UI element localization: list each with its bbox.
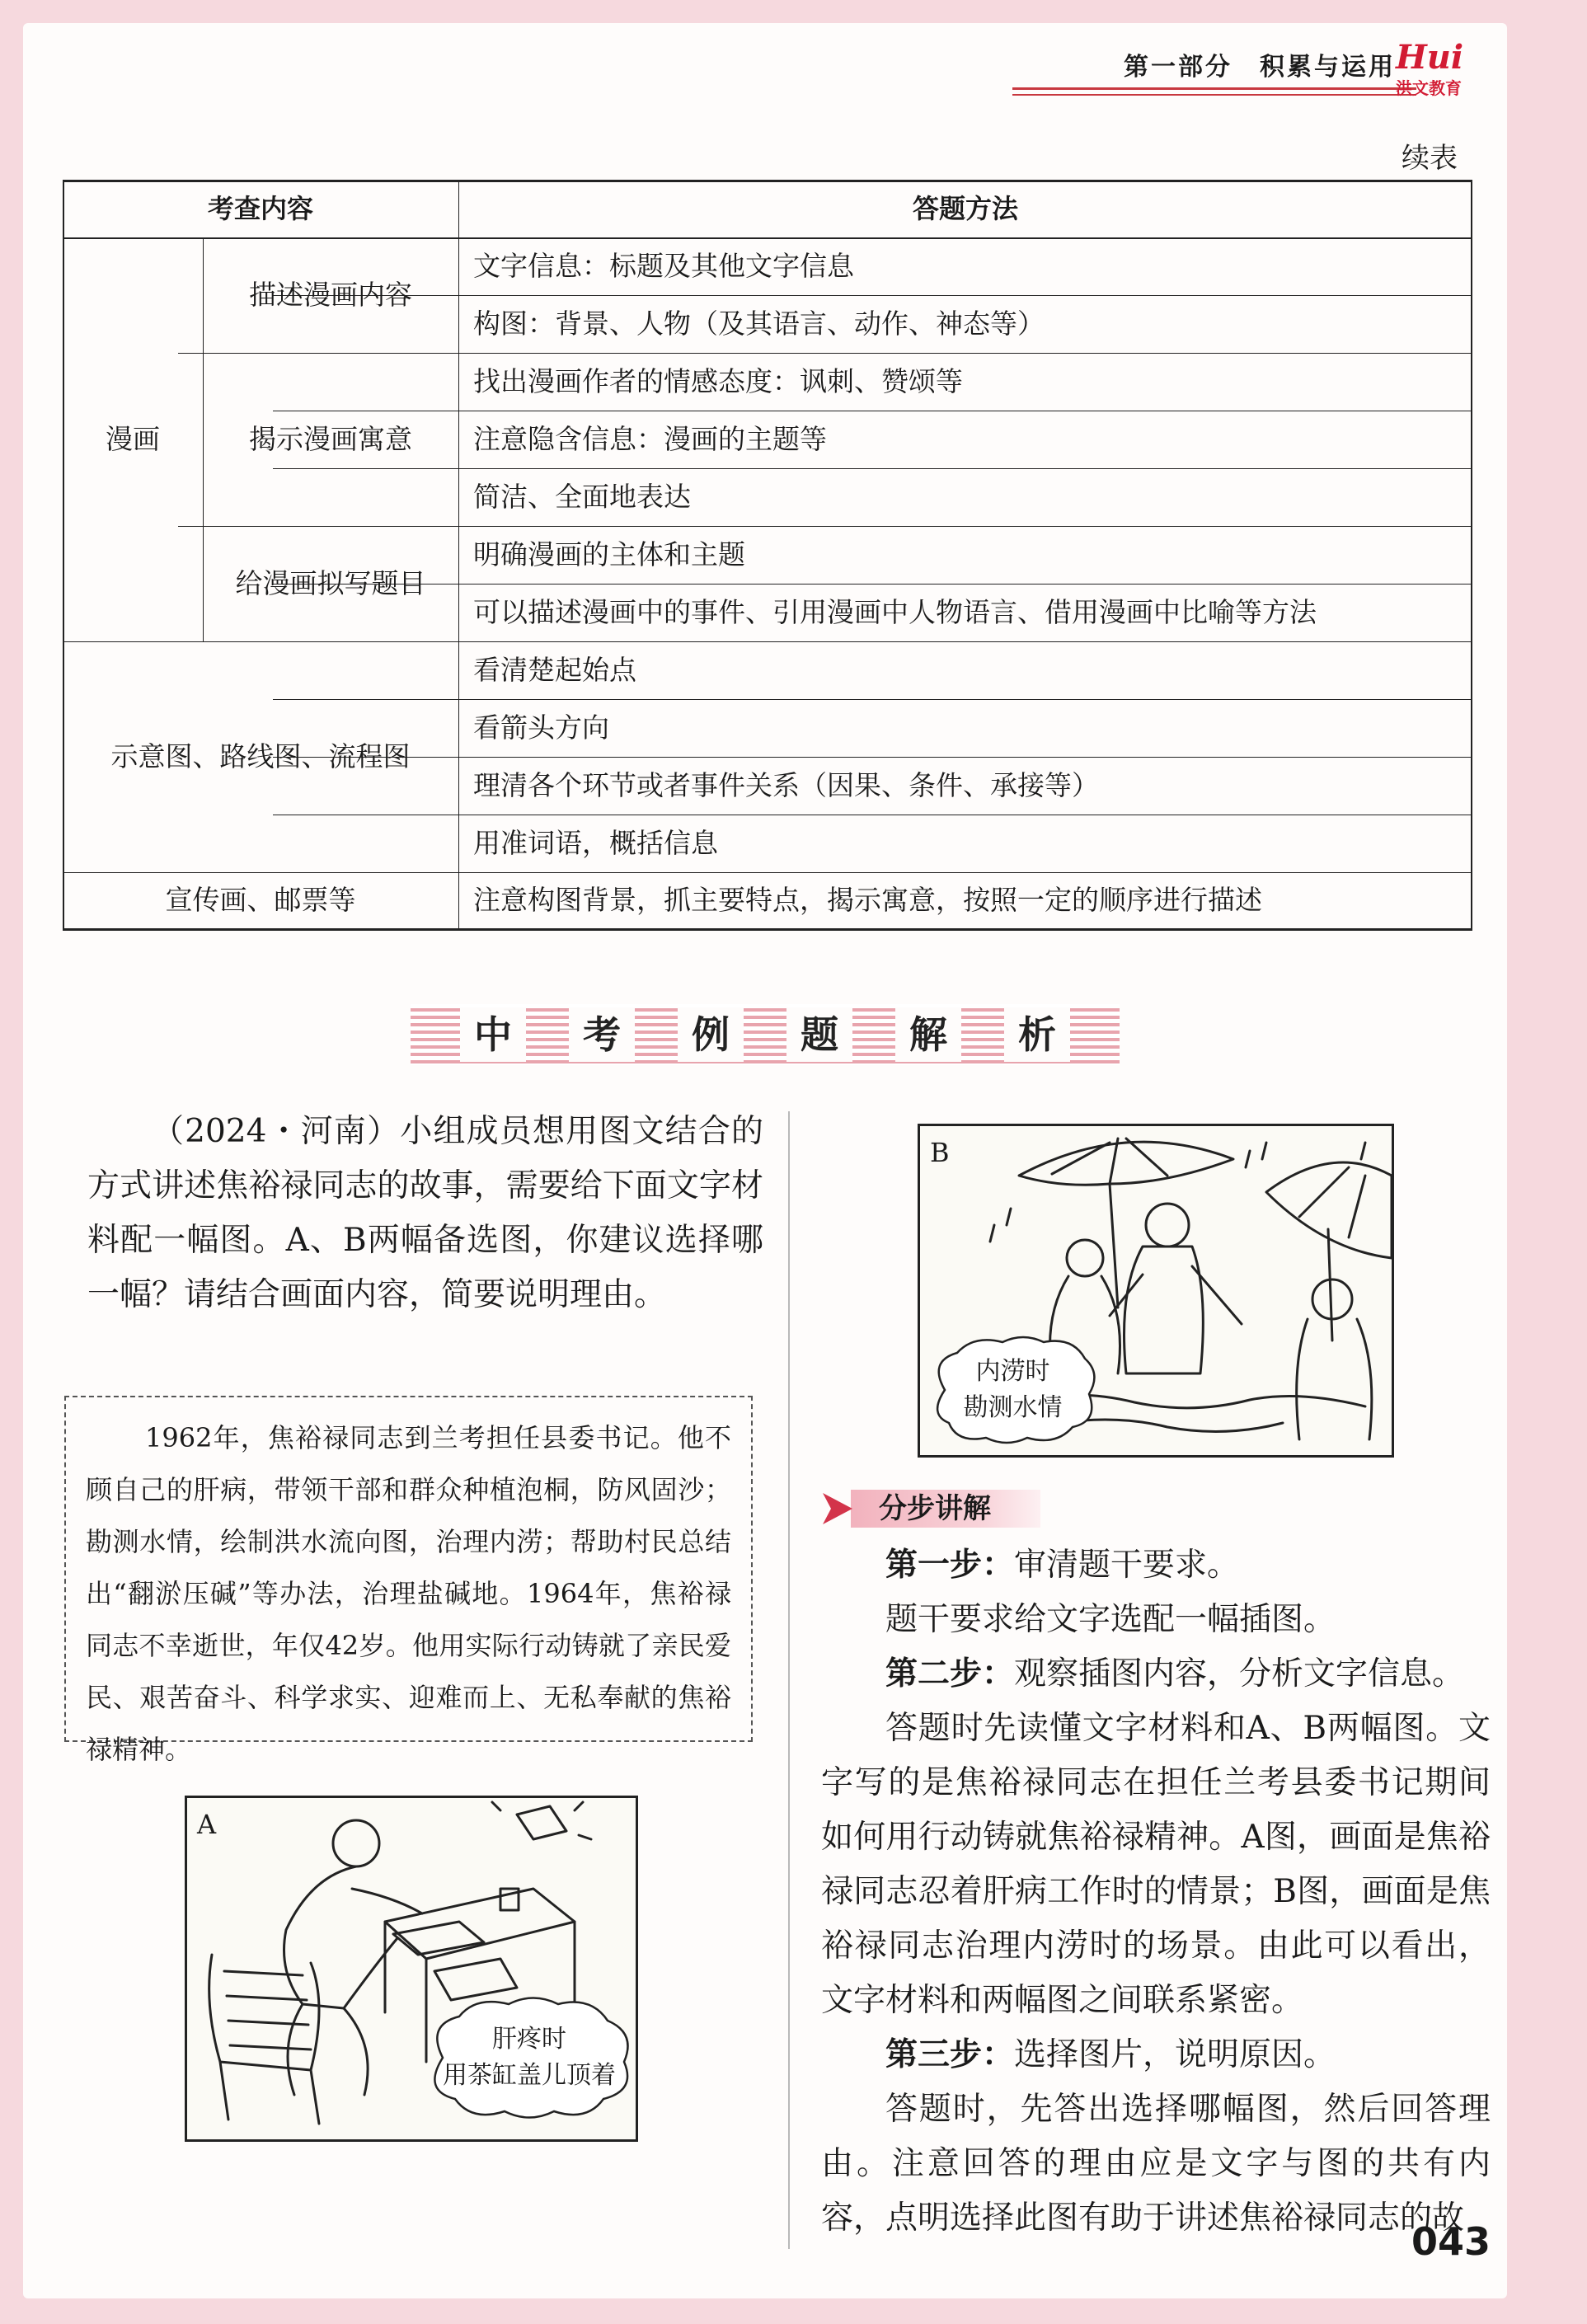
step-text: 审清题干要求。: [1014, 1547, 1240, 1584]
title-char: 解: [895, 1007, 961, 1062]
col-header-method: 答题方法: [912, 192, 1018, 224]
story-text: 1962年，焦裕禄同志到兰考担任县委书记。他不顾自己的肝病，带领干部和群众种植泡桐，防风固沙；勘测水情，绘制洪水流向图，治理内涝；帮助村民总结出“翻淤压碱”等办法，治理盐碱地。1964年，焦裕禄同志不幸逝世，年仅42岁。他用实际行动铸就了亲民爱民、艰苦奋斗、科学求实、迎难而上、无私奉献的焦裕禄精神。: [86, 1422, 731, 1765]
logo-mark: Hui: [1396, 38, 1464, 77]
step-label: 第一步：: [885, 1547, 1015, 1584]
question-text: （2024・河南）小组成员想用图文结合的方式讲述焦裕禄同志的故事，需要给下面文字材料配一幅图。A、B两幅备选图，你建议选择哪一幅？请结合画面内容，简要说明理由。: [87, 1113, 763, 1313]
steps-header: [821, 1486, 1068, 1531]
publisher-logo: [1396, 40, 1486, 106]
logo-brand: 洪文教育: [1396, 78, 1462, 98]
step-text: 观察插图内容，分析文字信息。: [1014, 1655, 1465, 1693]
sub-describe-comic: 描述漫画内容: [249, 279, 412, 312]
step-1: [821, 1538, 1491, 1593]
step-text: 选择图片，说明原因。: [1014, 2036, 1336, 2073]
figure-letter: A: [197, 1809, 217, 1840]
step-label: 第二步：: [885, 1655, 1015, 1693]
page-number: 043: [1411, 2219, 1491, 2264]
caption-bubble-a: [418, 1992, 638, 2124]
col-header-content: 考查内容: [207, 192, 313, 224]
caption-line: 内涝时: [975, 1357, 1050, 1386]
step-label: 第三步：: [885, 2036, 1015, 2073]
method-cell: 简洁、全面地表达: [473, 481, 691, 514]
method-cell: 理清各个环节或者事件关系（因果、条件、承接等）: [473, 769, 1099, 802]
illustration-b: [918, 1124, 1394, 1458]
method-cell: 看箭头方向: [473, 711, 609, 744]
title-char: 中: [460, 1007, 526, 1062]
method-cell: 注意构图背景，抓主要特点，揭示寓意，按照一定的顺序进行描述: [473, 884, 1262, 917]
continued-label: 续表: [1402, 142, 1458, 175]
category-poster: 宣传画、邮票等: [165, 884, 356, 917]
sub-reveal-meaning: 揭示漫画寓意: [249, 423, 412, 456]
header-rule-thin: [1012, 94, 1416, 96]
figure-letter: B: [930, 1137, 950, 1168]
title-char: 考: [569, 1007, 635, 1062]
method-cell: 可以描述漫画中的事件、引用漫画中人物语言、借用漫画中比喻等方法: [473, 596, 1317, 629]
story-box: [64, 1396, 753, 1765]
title-char: 析: [1004, 1007, 1070, 1062]
illustration-a: [185, 1796, 638, 2142]
play-arrow-icon: [821, 1491, 854, 1526]
sub-write-title: 给漫画拟写题目: [235, 567, 426, 600]
steps-header-label: 分步讲解: [879, 1492, 991, 1525]
method-cell: 明确漫画的主体和主题: [473, 538, 745, 571]
header-rule: [1012, 87, 1416, 90]
method-cell: 注意隐含信息：漫画的主题等: [473, 423, 827, 456]
category-comic: 漫画: [106, 423, 160, 456]
section-heading: 第一部分 积累与运用: [1124, 53, 1396, 82]
section-title: [411, 1004, 1120, 1065]
category-diagram: 示意图、路线图、流程图: [110, 740, 411, 773]
page: [23, 23, 1507, 2298]
method-cell: 用准词语，概括信息: [473, 827, 718, 860]
page-header: [23, 23, 1507, 106]
title-char: 例: [678, 1007, 744, 1062]
method-cell: 文字信息：标题及其他文字信息: [473, 250, 854, 283]
step-1-detail: 题干要求给文字选配一幅插图。: [885, 1601, 1336, 1638]
method-cell: 找出漫画作者的情感态度：讽刺、赞颂等: [473, 365, 963, 398]
caption-line: 肝疼时: [492, 2025, 566, 2054]
caption-line: 勘测水情: [963, 1393, 1063, 1422]
method-cell: 看清楚起始点: [473, 654, 636, 687]
step-3-detail: 答题时，先答出选择哪幅图，然后回答理由。注意回答的理由应是文字与图的共有内容，点明选择此图有助于讲述焦裕禄同志的故: [821, 2091, 1491, 2237]
caption-bubble-b: [924, 1332, 1101, 1448]
title-char: 题: [786, 1007, 852, 1062]
column-divider: [788, 1111, 790, 2249]
method-table: [63, 180, 1472, 963]
step-2: [821, 1647, 1491, 1702]
method-cell: 构图：背景、人物（及其语言、动作、神态等）: [473, 308, 1045, 340]
caption-line: 用茶缸盖儿顶着: [443, 2061, 616, 2090]
step-2-detail: 答题时先读懂文字材料和A、B两幅图。文字写的是焦裕禄同志在担任兰考县委书记期间如何用行动铸就焦裕禄精神。A图，画面是焦裕禄同志忍着肝病工作时的情景；B图，画面是焦裕禄同志治理内涝时的场景。由此可以看出，文字材料和两幅图之间联系紧密。: [821, 1710, 1491, 2019]
step-3: [821, 2028, 1491, 2082]
